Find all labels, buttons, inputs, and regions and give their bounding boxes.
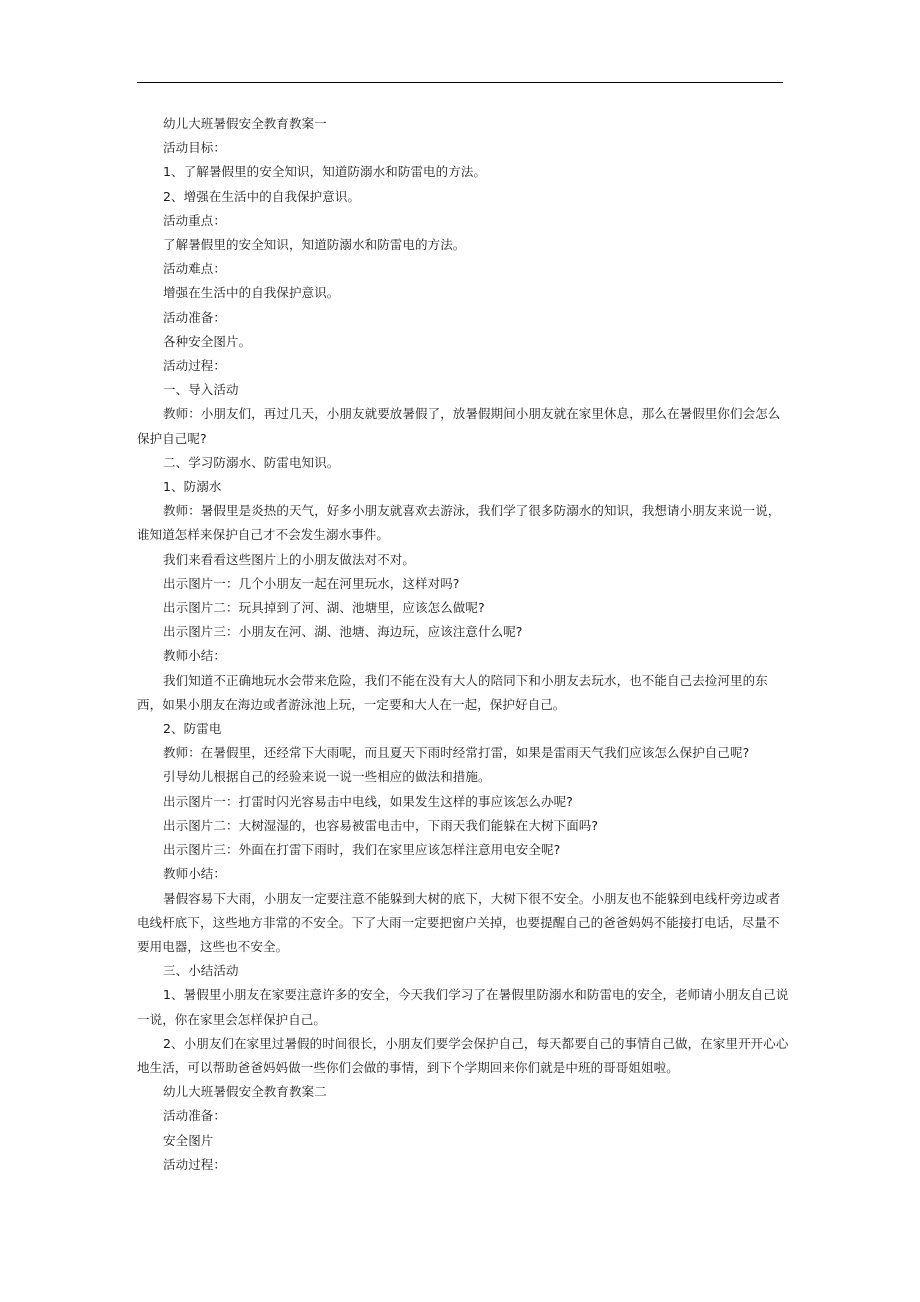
paragraph: 教师：小朋友们，再过几天，小朋友就要放暑假了，放暑假期间小朋友就在家里休息，那么在暑假里你们会怎么保护自己呢?	[137, 406, 781, 446]
paragraph: 1、了解暑假里的安全知识，知道防溺水和防雷电的方法。	[163, 164, 487, 180]
document-title: 幼儿大班暑假安全教育教案一	[163, 116, 327, 131]
paragraph: 出示图片三：小朋友在河、湖、池塘、海边玩，应该注意什么呢?	[163, 624, 523, 640]
subsection-heading: 1、防溺水	[163, 479, 222, 495]
paragraph: 出示图片一：几个小朋友一起在河里玩水，这样对吗?	[163, 575, 460, 591]
paragraph: 出示图片三：外面在打雷下雨时，我们在家里应该怎样注意用电安全呢?	[163, 842, 561, 858]
section-heading: 活动重点：	[163, 212, 227, 228]
header-rule	[137, 82, 783, 83]
section-heading: 三、小结活动	[163, 963, 239, 979]
document-body	[137, 112, 791, 1177]
paragraph: 教师：在暑假里，还经常下大雨呢，而且夏天下雨时经常打雷，如果是雷雨天气我们应该怎么保护自己呢?	[163, 745, 750, 761]
paragraph: 引导幼儿根据自己的经验来说一说一些相应的做法和措施。	[163, 769, 491, 785]
paragraph: 出示图片二：玩具掉到了河、湖、池塘里，应该怎么做呢?	[163, 600, 485, 616]
paragraph: 各种安全图片。	[163, 333, 252, 349]
section-heading: 活动过程：	[163, 1156, 227, 1172]
paragraph: 出示图片一：打雷时闪光容易击中电线，如果发生这样的事应该怎么办呢?	[163, 793, 573, 809]
subsection-heading: 2、防雷电	[163, 721, 222, 737]
section-heading: 教师小结：	[163, 648, 227, 664]
section-heading: 一、导入活动	[163, 382, 239, 398]
paragraph: 我们来看看这些图片上的小朋友做法对不对。	[163, 551, 416, 567]
section-heading: 二、学习防溺水、防雷电知识。	[163, 454, 340, 470]
paragraph: 了解暑假里的安全知识，知道防溺水和防雷电的方法。	[163, 237, 466, 253]
paragraph: 增强在生活中的自我保护意识。	[163, 285, 340, 301]
section-heading: 教师小结：	[163, 866, 227, 882]
section-heading: 活动准备：	[163, 1108, 227, 1124]
paragraph: 教师：暑假里是炎热的天气，好多小朋友就喜欢去游泳，我们学了很多防溺水的知识，我想请小朋友来说一说，谁知道怎样来保护自己才不会发生溺水事件。	[137, 503, 781, 543]
paragraph: 1、暑假里小朋友在家要注意许多的安全，今天我们学习了在暑假里防溺水和防雷电的安全，老师请小朋友自己说一说，你在家里会怎样保护自己。	[137, 987, 789, 1027]
section-heading: 活动难点：	[163, 261, 227, 277]
document-title: 幼儿大班暑假安全教育教案二	[163, 1084, 327, 1100]
paragraph: 我们知道不正确地玩水会带来危险，我们不能在没有大人的陪同下和小朋友去玩水，也不能自己去捡河里的东西，如果小朋友在海边或者游泳池上玩，一定要和大人在一起，保护好自己。	[137, 672, 768, 712]
paragraph: 安全图片	[163, 1132, 214, 1148]
paragraph: 2、增强在生活中的自我保护意识。	[163, 188, 361, 204]
section-heading: 活动过程：	[163, 358, 227, 374]
section-heading: 活动准备：	[163, 309, 227, 325]
paragraph: 出示图片二：大树湿湿的，也容易被雷电击中，下雨天我们能躲在大树下面吗?	[163, 817, 599, 833]
section-heading: 活动目标：	[163, 140, 227, 156]
paragraph: 2、小朋友们在家里过暑假的时间很长，小朋友们要学会保护自己，每天都要自己的事情自己做，在家里开开心心地生活，可以帮助爸爸妈妈做一些你们会做的事情，到下个学期回来你们就是中班的哥哥姐姐啦。	[137, 1035, 789, 1075]
paragraph: 暑假容易下大雨，小朋友一定要注意不能躲到大树的底下，大树下很不安全。小朋友也不能躲到电线杆旁边或者电线杆底下，这些地方非常的不安全。下了大雨一定要把窗户关掉，也要提醒自己的爸爸妈妈不能接打电话，尽量不要用电器，这些也不安全。	[137, 890, 781, 954]
